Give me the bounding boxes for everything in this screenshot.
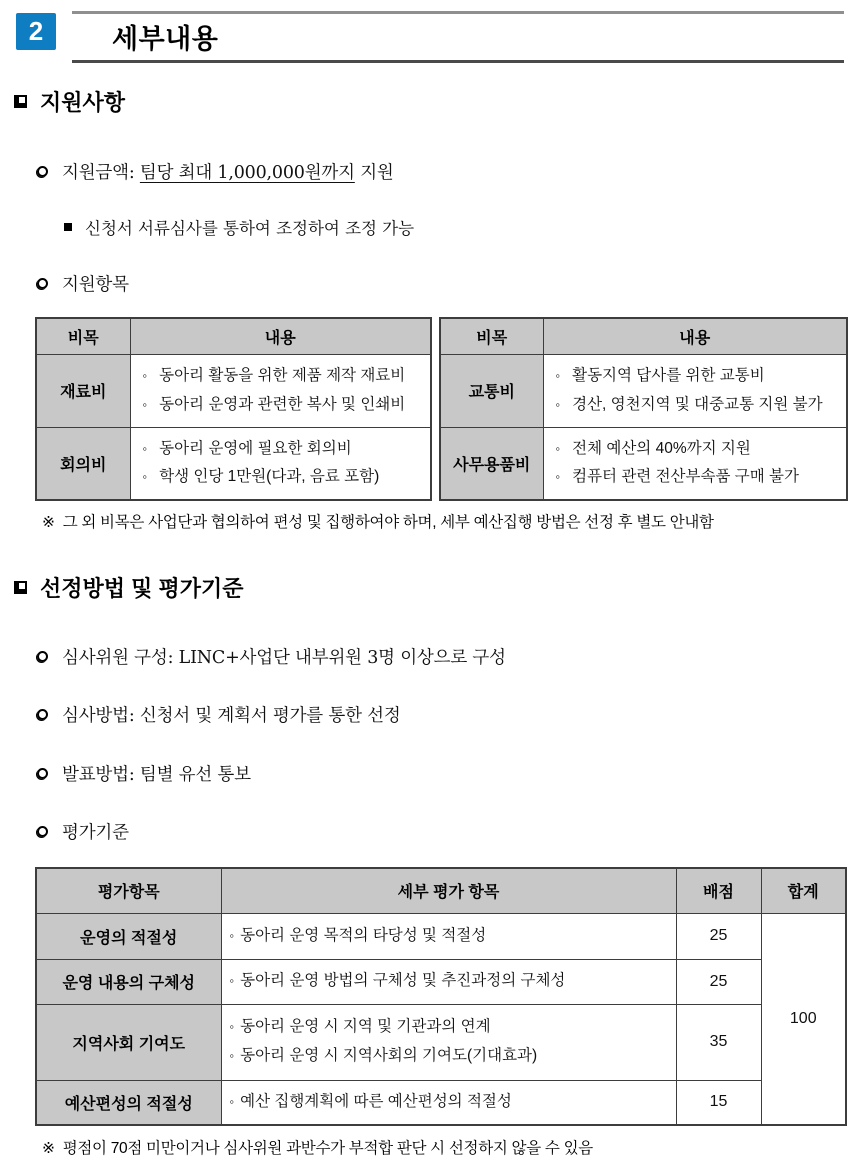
title-band — [72, 11, 844, 63]
score-cell: 35 — [676, 1004, 761, 1080]
detail-line — [139, 362, 427, 391]
detail-bullet-icon: ◦ — [555, 396, 561, 412]
detail-text: 예산 집행계획에 따른 예산편성의 적절성 — [240, 1092, 512, 1110]
detail-line — [552, 463, 843, 492]
detail-line — [552, 362, 843, 391]
content-cell — [543, 427, 847, 500]
detail-bullet-icon: ◦ — [142, 440, 148, 456]
col-header-criteria: 평가항목 — [36, 868, 221, 913]
footnote-text: 그 외 비목은 사업단과 협의하여 편성 및 집행하여야 하며, 세부 예산집행 방법은 선정 후 별도 안내함 — [62, 514, 714, 531]
selection-bullet-method — [37, 702, 848, 727]
table-header-row — [36, 868, 846, 913]
support-adjust-line — [64, 215, 848, 239]
reference-mark-icon: ※ — [42, 514, 55, 531]
table-row — [440, 427, 847, 500]
table-row — [36, 427, 431, 500]
amount-suffix: 지원 — [354, 163, 394, 183]
support-section-heading — [14, 86, 848, 117]
bullet-text: 평가기준 — [62, 823, 129, 843]
detail-cell — [221, 959, 676, 1004]
detail-text: 동아리 운영과 관련한 복사 및 인쇄비 — [159, 395, 406, 413]
detail-bullet-icon: ◦ — [555, 469, 561, 485]
selection-section-heading — [14, 572, 848, 603]
circle-bullet-icon — [37, 651, 48, 662]
total-cell: 100 — [761, 913, 846, 1125]
detail-line — [230, 1042, 672, 1071]
detail-cell — [221, 1004, 676, 1080]
detail-bullet-icon: ◦ — [555, 367, 561, 383]
circle-bullet-icon — [37, 166, 48, 177]
detail-line — [139, 391, 427, 420]
detail-line — [230, 1088, 672, 1117]
criteria-cell: 예산편성의 적절성 — [36, 1080, 221, 1125]
items-table-right — [439, 317, 848, 501]
page-title: 세부내용 — [112, 24, 219, 54]
detail-bullet-icon: ◦ — [229, 1019, 235, 1035]
detail-text: 활동지역 답사를 위한 교통비 — [572, 366, 765, 384]
section-number-badge — [16, 13, 56, 50]
bullet-text: 심사방법: 신청서 및 계획서 평가를 통한 선정 — [62, 706, 401, 726]
support-items-line — [37, 271, 848, 296]
detail-line — [230, 967, 672, 996]
col-header-score: 배점 — [676, 868, 761, 913]
items-table-footnote — [42, 510, 848, 532]
detail-bullet-icon: ◦ — [142, 367, 148, 383]
selection-heading-label: 선정방법 및 평가기준 — [40, 576, 244, 601]
detail-text: 전체 예산의 40%까지 지원 — [572, 439, 751, 457]
table-row — [440, 354, 847, 427]
items-table-left — [35, 317, 432, 501]
detail-bullet-icon: ◦ — [229, 973, 235, 989]
support-heading-label: 지원사항 — [40, 90, 126, 115]
detail-text: 학생 인당 1만원(다과, 음료 포함) — [159, 468, 380, 486]
footnote-text: 평점이 70점 미만이거나 심사위원 과반수가 부적합 판단 시 선정하지 않을 수 있음 — [62, 1140, 593, 1157]
detail-text: 동아리 운영 방법의 구체성 및 추진과정의 구체성 — [240, 972, 566, 990]
table-row — [36, 913, 846, 959]
detail-text: 동아리 운영 시 지역 및 기관과의 연계 — [240, 1018, 491, 1036]
col-header-content: 내용 — [543, 318, 847, 354]
score-cell: 25 — [676, 959, 761, 1004]
evaluation-table-footnote — [42, 1136, 848, 1158]
support-amount-text — [62, 159, 394, 184]
detail-text: 동아리 운영 시 지역사회의 기여도(기대효과) — [240, 1047, 538, 1064]
col-header-total: 합계 — [761, 868, 846, 913]
selection-bullet-committee — [37, 644, 848, 669]
category-cell: 교통비 — [440, 354, 543, 427]
selection-bullet-criteria — [37, 819, 848, 844]
detail-line — [230, 922, 672, 951]
detail-text: 동아리 활동을 위한 제품 제작 재료비 — [159, 366, 406, 384]
amount-prefix: 지원금액: — [62, 163, 140, 183]
detail-bullet-icon: ◦ — [229, 1048, 235, 1063]
criteria-cell: 운영의 적절성 — [36, 913, 221, 959]
detail-bullet-icon: ◦ — [142, 396, 148, 412]
detail-bullet-icon: ◦ — [229, 1093, 235, 1109]
detail-line — [552, 391, 843, 420]
adjust-note-text: 신청서 서류심사를 통하여 조정하여 조정 가능 — [85, 219, 415, 238]
table-header-row — [440, 318, 847, 354]
detail-bullet-icon: ◦ — [142, 469, 148, 485]
col-header-content: 내용 — [130, 318, 431, 354]
category-cell: 재료비 — [36, 354, 130, 427]
detail-text: 경산, 영천지역 및 대중교통 지원 불가 — [572, 395, 823, 413]
category-cell: 사무용품비 — [440, 427, 543, 500]
col-header-detail: 세부 평가 항목 — [221, 868, 676, 913]
detail-bullet-icon: ◦ — [555, 440, 561, 456]
selection-bullet-announce — [37, 761, 848, 786]
circle-bullet-icon — [37, 709, 48, 720]
content-cell — [130, 427, 431, 500]
section-header — [0, 11, 848, 53]
detail-line — [230, 1013, 672, 1042]
detail-cell — [221, 913, 676, 959]
detail-line — [552, 435, 843, 464]
score-cell: 15 — [676, 1080, 761, 1125]
category-cell: 회의비 — [36, 427, 130, 500]
detail-bullet-icon: ◦ — [229, 927, 235, 943]
square-bullet-icon — [14, 95, 27, 108]
circle-bullet-icon — [37, 826, 48, 837]
bullet-text: 심사위원 구성: LINC+사업단 내부위원 3명 이상으로 구성 — [62, 648, 506, 668]
content-cell — [543, 354, 847, 427]
support-amount-line — [37, 159, 848, 184]
detail-line — [139, 435, 427, 464]
bullet-text: 발표방법: 팀별 유선 통보 — [62, 765, 251, 785]
small-square-bullet-icon — [64, 223, 72, 231]
detail-text: 컴퓨터 관련 전산부속품 구매 불가 — [572, 468, 799, 486]
amount-underlined: 팀당 최대 1,000,000원까지 — [139, 163, 355, 183]
table-row — [36, 354, 431, 427]
score-cell: 25 — [676, 913, 761, 959]
criteria-cell: 운영 내용의 구체성 — [36, 959, 221, 1004]
detail-text: 동아리 운영 목적의 타당성 및 적절성 — [240, 926, 487, 944]
circle-bullet-icon — [37, 768, 48, 779]
table-header-row — [36, 318, 431, 354]
detail-text: 동아리 운영에 필요한 회의비 — [159, 439, 352, 457]
circle-bullet-icon — [37, 278, 48, 289]
section-number: 2 — [28, 16, 44, 46]
evaluation-table — [35, 867, 847, 1126]
table-row — [36, 959, 846, 1004]
support-items-label: 지원항목 — [62, 275, 129, 295]
detail-line — [139, 463, 427, 492]
col-header-category: 비목 — [36, 318, 130, 354]
support-items-tables — [35, 317, 845, 501]
document-page — [0, 11, 848, 1157]
criteria-cell: 지역사회 기여도 — [36, 1004, 221, 1080]
content-cell — [130, 354, 431, 427]
square-bullet-icon — [14, 581, 27, 594]
col-header-category: 비목 — [440, 318, 543, 354]
table-row — [36, 1004, 846, 1080]
reference-mark-icon: ※ — [42, 1140, 55, 1157]
